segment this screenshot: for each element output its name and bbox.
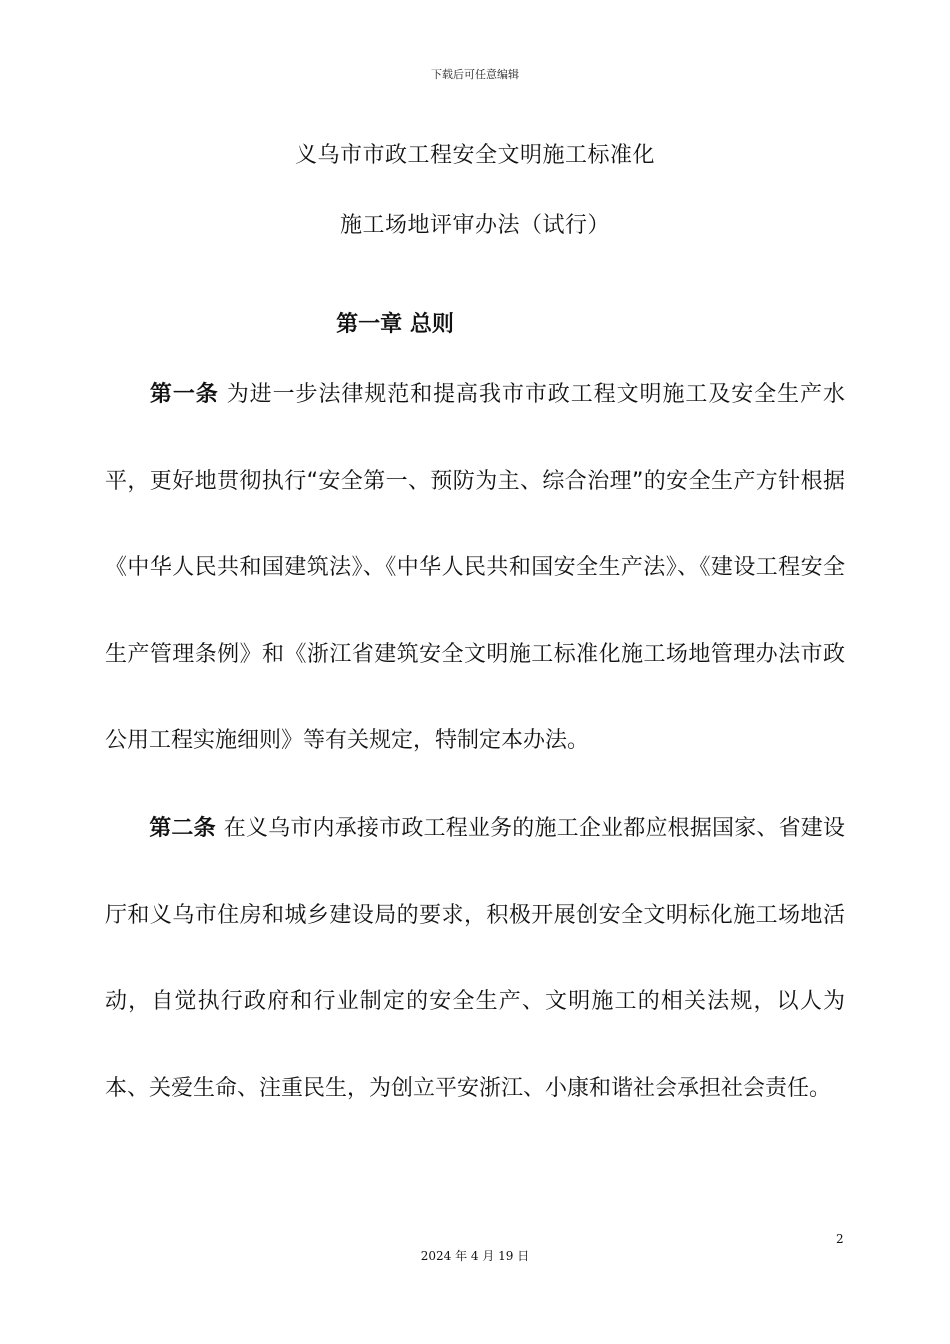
chapter-heading: 第一章 总则 xyxy=(336,312,454,337)
header-note: 下载后可任意编辑 xyxy=(431,68,519,81)
article-1-text: 为进一步法律规范和提高我市市政工程文明施工及安全生产水平，更好地贯彻执行“安全第一、预防为主、综合治理”的安全生产方针根据《中华人民共和国建筑法》、《中华人民共和国安全生产法》、《建设工程安全生产管理条例》和《浙江省建筑安全文明施工标准化施工场地管理办法市政公用工程实施细则》等有关规定，特制定本办法。 xyxy=(105,382,845,753)
article-1 xyxy=(105,352,845,785)
article-2-label: 第二条 xyxy=(149,816,216,841)
article-2 xyxy=(105,786,845,1132)
article-2-text: 在义乌市内承接市政工程业务的施工企业都应根据国家、省建设厅和义乌市住房和城乡建设局的要求，积极开展创安全文明标化施工场地活动，自觉执行政府和行业制定的安全生产、文明施工的相关法规，以人为本、关爱生命、注重民生，为创立平安浙江、小康和谐社会承担社会责任。 xyxy=(105,816,845,1101)
article-1-label: 第一条 xyxy=(149,382,219,407)
document-title-line-1: 义乌市市政工程安全文明施工标准化 xyxy=(294,143,655,168)
page-number: 2 xyxy=(836,1232,844,1246)
document-title-line-2: 施工场地评审办法（试行） xyxy=(339,213,610,238)
footer-date: 2024 年 4 月 19 日 xyxy=(420,1249,530,1263)
